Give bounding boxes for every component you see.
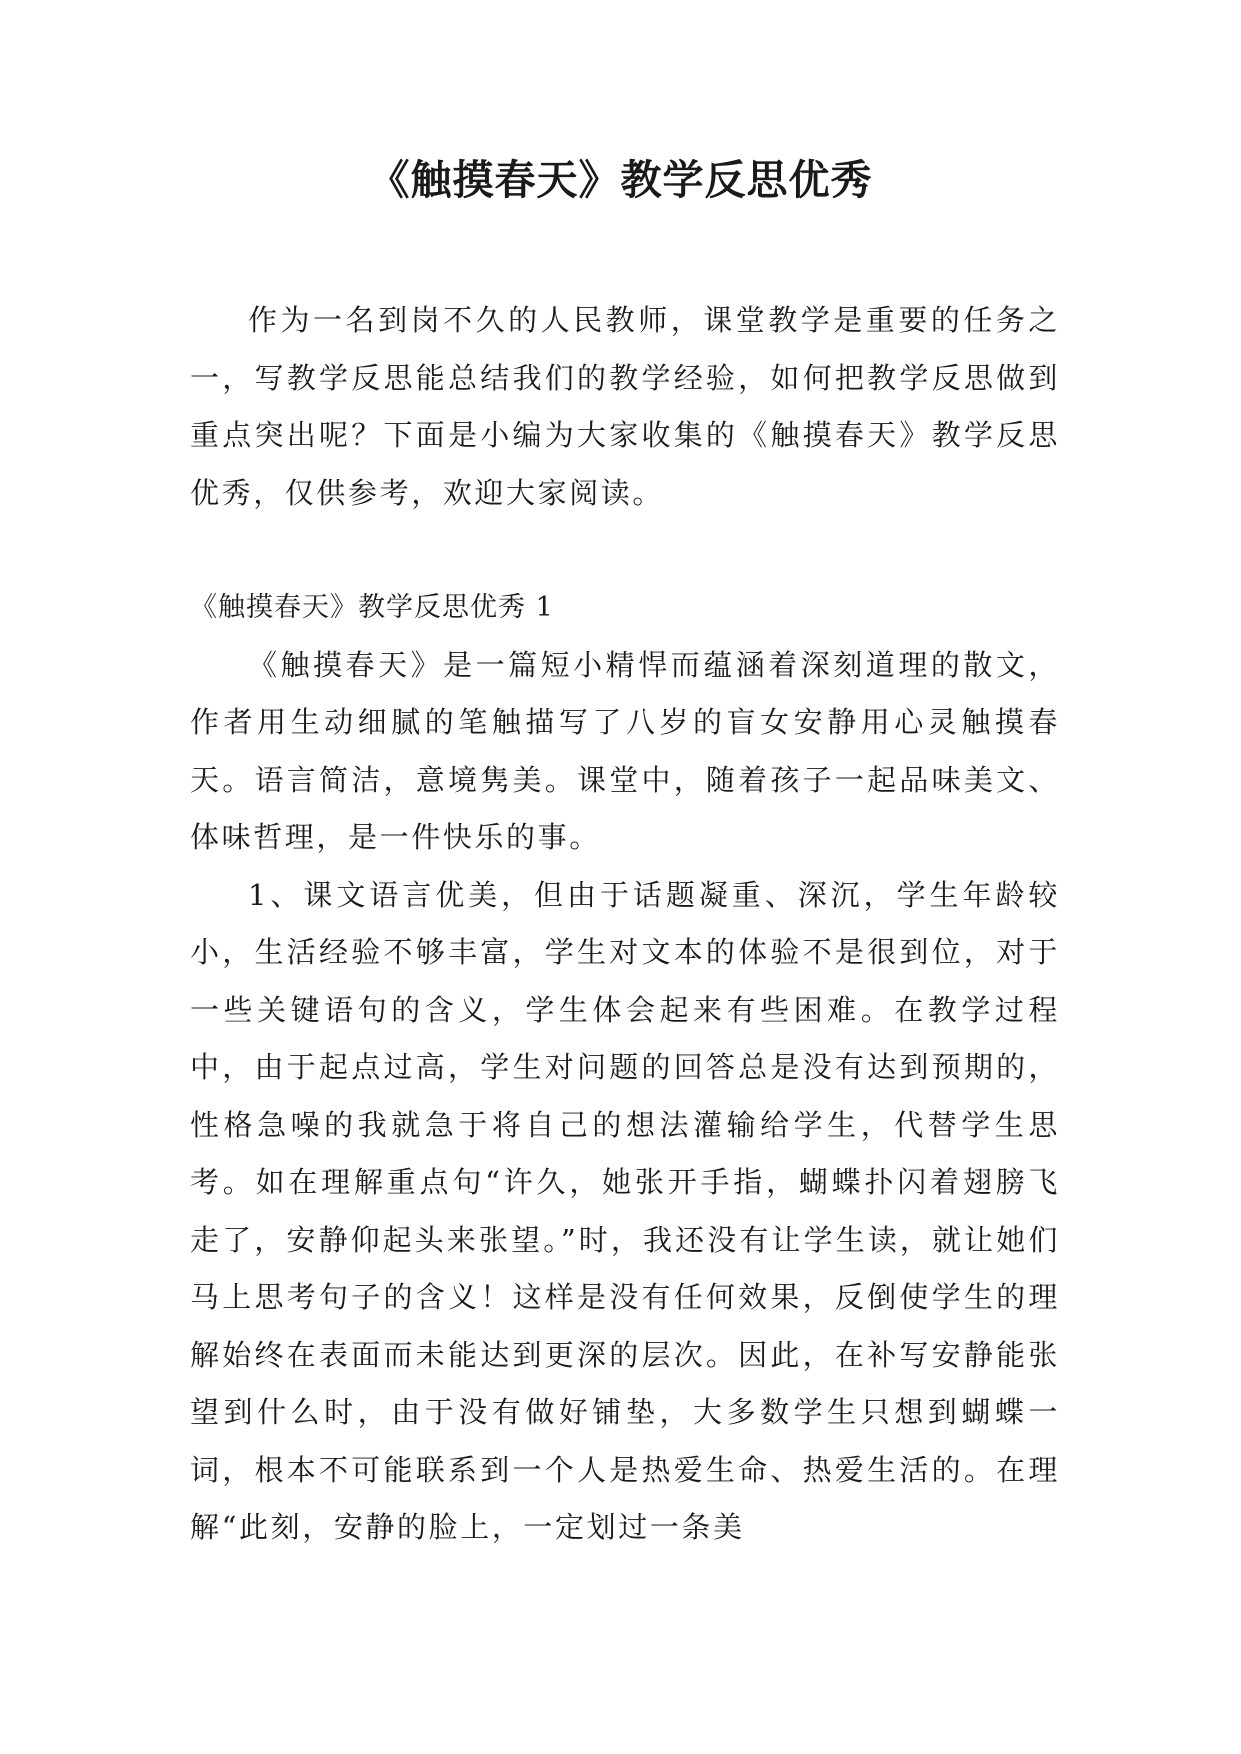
body-paragraph: 1、课文语言优美，但由于话题凝重、深沉，学生年龄较小，生活经验不够丰富，学生对文本的体验不是很到位，对于一些关键语句的含义，学生体会起来有些困难。在教学过程中，由于起点过高，学生对问题的回答总是没有达到预期的，性格急噪的我就急于将自己的想法灌输给学生，代替学生思考。如在理解重点句“许久，她张开手指，蝴蝶扑闪着翅膀飞走了，安静仰起头来张望。”时，我还没有让学生读，就让她们马上思考句子的含义！这样是没有任何效果，反倒使学生的理解始终在表面而未能达到更深的层次。因此，在补写安静能张望到什么时，由于没有做好铺垫，大多数学生只想到蝴蝶一词，根本不可能联系到一个人是热爱生命、热爱生活的。在理解“此刻，安静的脸上，一定划过一条美: [190, 877, 1060, 1544]
intro-paragraph: 作为一名到岗不久的人民教师，课堂教学是重要的任务之一，写教学反思能总结我们的教学经验，如何把教学反思做到重点突出呢？下面是小编为大家收集的《触摸春天》教学反思优秀，仅供参考，欢迎大家阅读。: [190, 303, 1060, 510]
document-title: 《触摸春天》教学反思优秀: [368, 156, 873, 204]
body-paragraph: 《触摸春天》是一篇短小精悍而蕴涵着深刻道理的散文，作者用生动细腻的笔触描写了八岁的盲女安静用心灵触摸春天。语言简洁，意境隽美。课堂中，随着孩子一起品味美文、体味哲理，是一件快乐的事。: [190, 647, 1060, 854]
document-body: [190, 292, 1060, 1557]
section-heading: 《触摸春天》教学反思优秀 1: [190, 592, 554, 623]
